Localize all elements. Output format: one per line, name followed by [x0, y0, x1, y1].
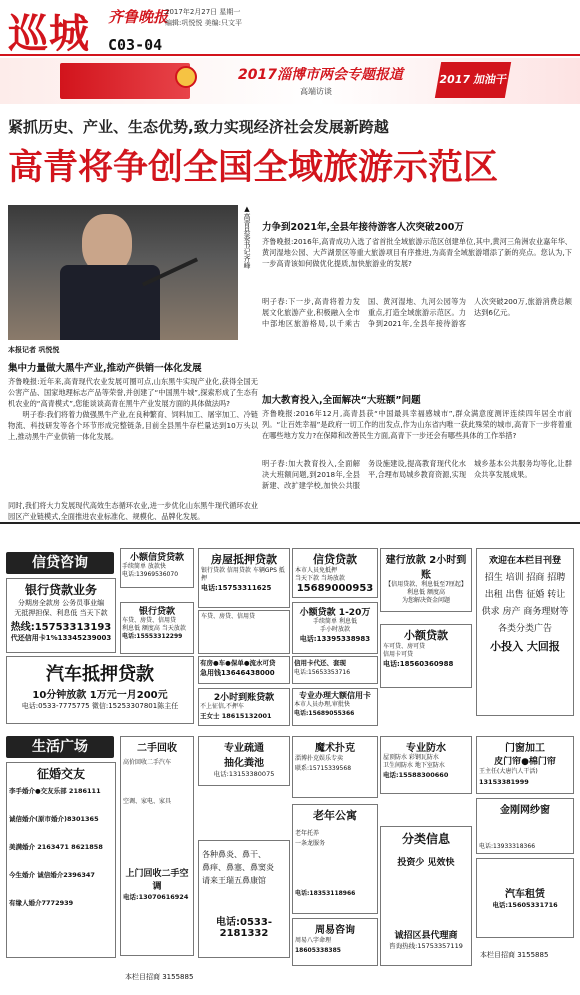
ad-small-loan-title: 小额贷款 1-20万	[299, 608, 371, 618]
ad-elder	[292, 804, 378, 914]
ad-credit-loan	[120, 548, 194, 588]
section-2-heading: 力争到2021年,全县年接待游客人次突破200万	[262, 222, 464, 233]
ad-loan-2h-line-2: 利息低 额度高	[407, 589, 445, 596]
kicker: 紧抓历史、产业、生态优势,致力实现经济社会发展新跨越	[8, 118, 389, 136]
ad-card-office-phone: 电话:15689055366	[294, 710, 355, 717]
ad-waterproof-title: 专业防水	[406, 743, 446, 754]
section-1-heading: 集中力量做大黑牛产业,推动产供销一体化发展	[8, 363, 202, 374]
ad-recruit-line-2: 本栏目招商 3155885	[480, 951, 549, 959]
ad-classified-phone: 咨询热线:15753357119	[389, 942, 463, 950]
ad-drain	[198, 736, 290, 786]
ad-elder-phone: 电话:18353118966	[295, 890, 356, 897]
ad-waterproof-line-2: 卫生间防水 地下室防水	[383, 762, 445, 769]
ad-credit-card-phone: 电话:15653353716	[294, 669, 351, 676]
ad-waterproof-phone: 电话:15588300660	[383, 771, 449, 779]
ad-mesh-title: 金刚网纱窗	[500, 805, 550, 816]
ad-door-phone: 13153381999	[479, 778, 529, 786]
ad-bank-loan-2	[120, 602, 194, 654]
ad-zhou-line-1: 周易八字命理	[295, 937, 332, 944]
ad-car-loan	[6, 656, 194, 724]
ad-notice-line-5: 各类分类广告	[497, 624, 552, 634]
ad-house-loan	[198, 548, 290, 608]
ad-door-title: 门窗加工	[505, 743, 545, 754]
ad-loan-2h-phone: 为您解决资金问题	[401, 597, 450, 604]
ad-house-loan-title: 房屋抵押贷款	[211, 553, 277, 566]
ad-mahjong	[292, 736, 378, 798]
ad-small-loan-phone: 电话:13395338983	[299, 635, 371, 643]
ad-small-loan-2-phone: 电话:18560360988	[383, 660, 454, 668]
section-1-para-1: 齐鲁晚报:近年来,高青现代农业发展可圈可点,山东黑牛实现产业化,获得全国无公害产品、国家地理标志产品等荣誉,并创建了“中国黑牛城”,探索形成了生态有机农业的“高青模式”,您能谈谈高青在黑牛产业发展方面的具体做法吗?	[8, 377, 258, 408]
ad-credit-b-title: 信贷贷款	[313, 553, 357, 566]
ad-notice-line-4: 供求 房产 商务理财等	[481, 607, 569, 617]
reporter-credit: 本报记者 巩悦悦	[8, 346, 60, 354]
headline: 高青将争创全国全域旅游示范区	[8, 147, 499, 188]
ad-bank-loan	[6, 578, 116, 653]
ad-credit-loan-line: 手续简单 放款快	[122, 563, 166, 570]
ad-nose-line-3: 请来王瑞五鼻康馆	[202, 876, 266, 885]
ad-nose-phone: 电话:0533-2181332	[216, 917, 272, 939]
ad-zhou-title: 周易咨询	[315, 925, 355, 936]
ad-small-loan-2-line-1: 车可贷、房可贷	[383, 643, 426, 650]
ad-bank-loan-2-phone: 电话:15553312299	[122, 633, 183, 640]
ad-notice-line-3: 出租 出售 征婚 转让	[484, 590, 566, 600]
ad-elder-title: 老年公寓	[313, 809, 357, 822]
editor-line: 编辑:巩悦悦 美编:只文平	[165, 19, 242, 27]
ad-classified-line-1: 投资少 见效快	[397, 858, 455, 868]
ad-second-hand-line-3: 上门回收二手空调	[125, 869, 189, 892]
ad-door-line-1: 皮门帘●棉门帘	[494, 757, 556, 767]
ad-house-loan-phone: 电话:15753311625	[201, 584, 272, 592]
ad-fast-2h-phone: 王女士 18615132001	[200, 712, 272, 720]
ad-marriage-title: 征婚交友	[36, 767, 85, 781]
ad-car-loan-line: 10分钟放款 1万元一月200元	[32, 690, 168, 701]
ad-marriage-line-1: 李手婚介●交友乐部 2186111	[9, 787, 101, 795]
photo-person-body	[60, 265, 160, 340]
ad-classified-title: 分类信息	[401, 832, 450, 846]
ad-small-loan-line-2: 手小时放款	[319, 626, 350, 633]
ad-card-office-title: 专业办理大额信用卡	[299, 691, 371, 700]
ad-waterproof-line-1: 屋顶防水 彩钢瓦防水	[383, 754, 439, 761]
section-3-para-2: 明子春:加大教育投入,全面解决大班额问题,到2018年,全县新建、改扩建学校,加快公共服务设施建设,提高教育现代化水平,合理布局城乡教育资源,实现城乡基本公共服务均等化,让群众共享发展成果。	[262, 459, 572, 490]
ad-second-hand-line-1: 高价回收二手汽车	[123, 759, 172, 766]
ad-notice-line-1: 欢迎在本栏目刊登	[488, 556, 561, 566]
ad-marriage-line-4: 今生婚介 诚信婚介2396347	[9, 871, 95, 879]
ad-mahjong-title: 魔术扑克	[315, 743, 355, 754]
ad-fast-2h-line: 不上征信,不押车	[200, 703, 244, 710]
ad-notice	[476, 548, 574, 716]
date-line: 2017年2月27日 星期一	[165, 8, 241, 16]
ad-bank-loan-footer: 代还信用卡1%13345239003	[10, 634, 112, 642]
loan-section-tab: 信贷咨询	[6, 552, 114, 574]
ad-nose-line-1: 各种鼻炎、鼻干、	[202, 850, 266, 859]
ad-credit-b-line-1: 本市人员免抵押	[295, 567, 338, 574]
ad-car-rent-phone: 电话:15605331716	[492, 901, 558, 909]
ad-bank-loan-line-2: 无抵押担保、利息低 当天下款	[14, 609, 108, 617]
section-1-para-2: 明子春:我们将着力做强黑牛产业,在良种繁育、饲料加工、屠宰加工、冷链物流、科技研发等各个环节形成完整链条,目前全县黑牛存栏量达到10万头以上,推动黑牛产业供销一体化发展。	[8, 410, 258, 441]
ad-marriage-line-5: 有缘人婚介7772939	[9, 899, 74, 907]
ad-door-line-2: 王主任(大唐汽人干活)	[479, 768, 538, 775]
ad-door	[476, 736, 574, 794]
ad-car-loan-title: 汽车抵押贷款	[46, 664, 154, 685]
ad-fast-2h	[198, 688, 290, 726]
ad-card-office-line: 本市人员办理,审批快	[294, 701, 350, 708]
section-name: 巡城	[8, 10, 90, 57]
ad-card-office	[292, 688, 378, 726]
ad-elder-line-1: 老年托养	[295, 830, 320, 837]
ad-house-car-phone: 急用钱13646438000	[200, 669, 275, 677]
ad-classified-line-2: 诚招区县代理商	[394, 931, 458, 941]
ad-zhou-phone: 18605338385	[295, 947, 341, 954]
page-number: C03-04	[108, 36, 163, 54]
ad-marriage-line-2: 诚信婚介(原市婚介)8301365	[9, 815, 99, 823]
ad-house-car	[198, 656, 290, 684]
ad-recruit-line-1: 本栏目招商 3155885	[125, 973, 194, 981]
ad-loan-list-line: 车贷、房贷、信用贷	[201, 613, 256, 620]
ad-small-loan	[292, 602, 378, 654]
flag-graphic	[60, 63, 190, 99]
ad-mahjong-phone: 联系:15715339568	[295, 765, 352, 772]
ad-marriage-line-3: 美满婚介 2163471 8621858	[9, 843, 103, 851]
ad-nose	[198, 840, 290, 958]
ad-nose-line-2: 鼻痒、鼻塞、鼻窦炎	[202, 863, 274, 872]
ad-mahjong-line: 淄博扑克娱乐专卖	[295, 755, 344, 762]
banner-subtitle: 高端访谈	[300, 87, 332, 96]
ad-second-hand-line-2: 空调、家电、家具	[123, 798, 172, 805]
national-emblem-icon	[175, 66, 197, 88]
ad-notice-line-2: 招生 培训 招商 招聘	[484, 573, 566, 583]
ad-loan-2h-line-1: 【信用贷款、利息低至7厘起】	[385, 581, 467, 588]
ad-car-rent-title: 汽车租赁	[505, 889, 545, 900]
ad-credit-b	[292, 548, 378, 598]
photo-caption: ▲高青县委书记齐峰	[243, 205, 251, 269]
ad-waterproof	[380, 736, 472, 794]
ad-loan-list	[198, 610, 290, 654]
ad-car-loan-phone: 电话:0533-7775775 微信:15253307801陈主任	[21, 702, 179, 710]
ad-loan-2h	[380, 548, 472, 612]
ad-second-hand-title: 二手回收	[137, 743, 177, 754]
life-section-tab: 生活广场	[6, 736, 114, 758]
ad-credit-loan-title: 小额信贷贷款	[129, 553, 184, 563]
ad-car-rent	[476, 858, 574, 938]
ad-small-loan-2	[380, 624, 472, 688]
ad-marriage	[6, 762, 116, 958]
paper-name: 齐鲁晚报	[108, 8, 169, 26]
ad-credit-card	[292, 656, 378, 684]
ad-notice-slogan: 小投入 大回报	[490, 640, 560, 653]
ad-loan-2h-title: 建行放款 2小时到账	[385, 555, 467, 581]
ad-bank-loan-2-title: 银行贷款	[138, 607, 175, 617]
masthead	[0, 0, 580, 56]
section-3-heading: 加大教育投入,全面解决“大班额”问题	[262, 395, 421, 406]
ad-elder-line-2: 一条龙服务	[295, 840, 326, 847]
ad-classified	[380, 826, 472, 966]
ad-bank-loan-2-line-2: 利息低 额度高 当天放款	[122, 625, 186, 632]
ad-small-loan-2-title: 小额贷款	[404, 629, 448, 642]
ad-bank-loan-2-line-1: 车贷、房贷、信用贷	[122, 617, 177, 624]
ad-second-hand-phone: 电话:13070616924	[123, 893, 189, 901]
section-1-body	[8, 376, 258, 496]
ad-bank-loan-phone: 热线:15753313193	[10, 622, 112, 633]
section-2-para-2: 明子春:下一步,高青将着力发展文化旅游产业,积极融入全市中部地区旅游格局,以千乘古国、黄河湿地、九河公园等为重点,打造全域旅游示范区。力争到2021年,全县年接待游客人次突破200万,旅游消费总额达到6亿元。	[262, 297, 572, 328]
ad-small-loan-line-1: 手续简单 利息低	[313, 618, 357, 625]
ad-fast-2h-title: 2小时到账贷款	[213, 693, 275, 703]
ad-second-hand	[120, 736, 194, 956]
ad-drain-title: 专业疏通	[224, 743, 264, 754]
ad-drain-line: 抽化粪池	[224, 758, 264, 769]
banner-title: 2017淄博市两会专题报道	[238, 67, 403, 83]
ad-zhou	[292, 918, 378, 966]
section-3-para-1: 齐鲁晚报:2016年12月,高青县获“中国最具幸福感城市”,群众满意度测评连续四年居全市前列。“让百姓幸福”是政府一切工作的出发点,作为山东省内唯一获此殊荣的城市,高青下一步将着重在哪些地方发力?在保障和改善民生方面,高青下一步还会有哪些具体的工作举措?	[262, 409, 572, 440]
ad-credit-b-line-2: 当天下款 当场放款	[295, 575, 345, 582]
ad-bank-loan-title: 银行贷款业务	[24, 583, 97, 597]
ad-mesh-phone: 电话:13933318366	[479, 843, 536, 850]
ad-mesh	[476, 798, 574, 854]
ad-drain-phone: 电话:13153380075	[213, 770, 275, 778]
ad-bank-loan-line-1: 分期房全款房 公务员事业编	[17, 599, 105, 607]
ad-credit-b-phone: 15689000953	[296, 583, 374, 594]
ad-house-car-title: 有房●车●保单●流水可贷	[200, 659, 276, 667]
section-2-para-1: 齐鲁晚报:2016年,高青成功入选了省首批全域旅游示范区创建单位,其中,黄河三角洲农业嘉年华、黄河湿地公园、大芦湖景区等重大旅游项目有序推进,为高青全域旅游增添了新的亮点。您认为,下一步高青该如何做优化提质,加快旅游业的发展?	[262, 237, 572, 268]
section-1-para-3: 同时,我们将大力发展现代高效生态循环农业,进一步优化山东黑牛现代循环农业园区产业链模式,全面推进农业标准化、规模化、品牌化发展。	[8, 501, 258, 520]
ad-small-loan-2-line-2: 信用卡可贷	[383, 651, 414, 658]
ad-credit-card-title: 信用卡代还、套现	[294, 659, 346, 667]
ad-credit-loan-phone: 电话:13969536070	[122, 571, 179, 578]
ad-house-loan-line: 银行贷款 信用贷款 车辆GPS 抵押	[201, 567, 285, 582]
badge-2017: 2017 加油干	[435, 62, 511, 98]
